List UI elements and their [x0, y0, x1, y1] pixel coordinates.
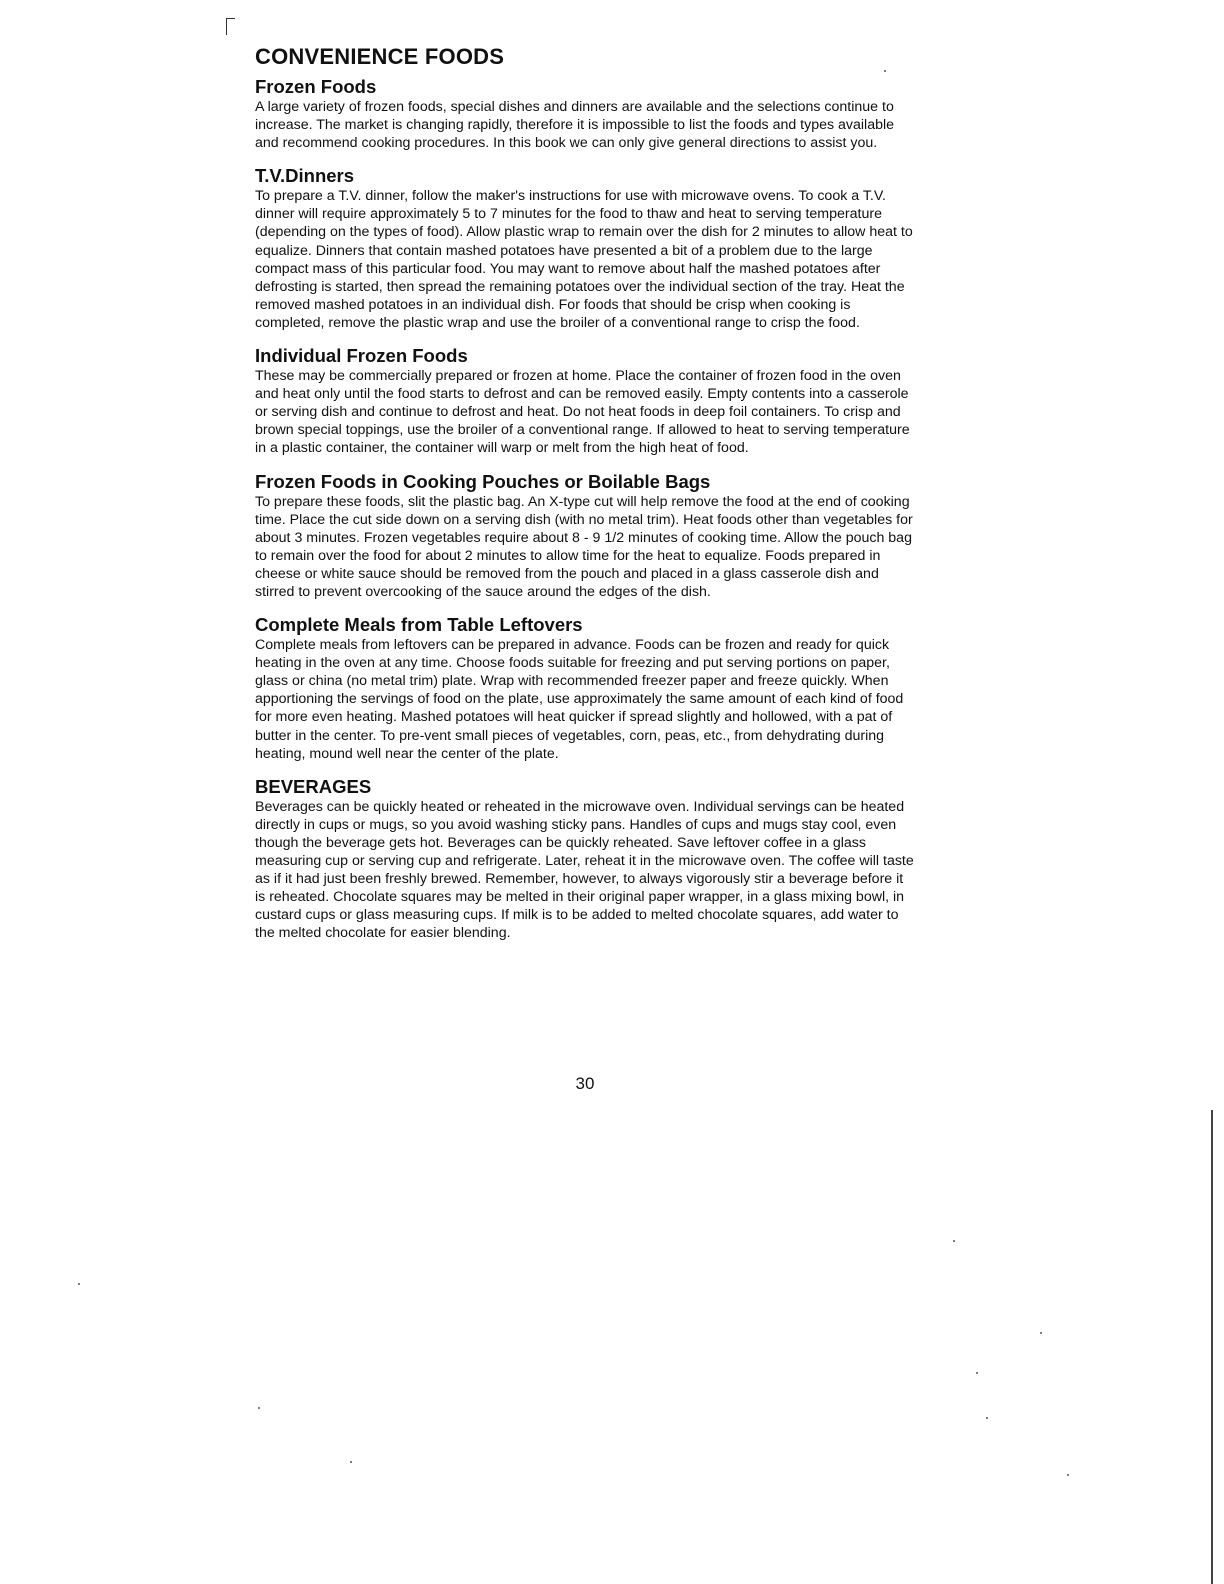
section-frozen-foods	[255, 76, 915, 152]
scan-speck	[953, 1240, 955, 1242]
scan-speck	[1067, 1474, 1069, 1476]
section-individual-frozen-foods	[255, 345, 915, 457]
scan-speck	[258, 1407, 260, 1409]
section-heading: Frozen Foods	[255, 76, 377, 97]
page-number: 30	[575, 1074, 595, 1093]
scan-speck	[976, 1372, 978, 1374]
scan-speck	[350, 1461, 352, 1463]
section-heading: Frozen Foods in Cooking Pouches or Boilable Bags	[255, 470, 711, 492]
scan-speck	[986, 1417, 988, 1419]
section-heading: Individual Frozen Foods	[255, 345, 468, 367]
section-cooking-pouches	[255, 471, 915, 602]
section-body: Beverages can be quickly heated or reheated in the microwave oven. Individual servings can be heated directly in cups or mugs, so you avoid washing sticky pans. Handles of cups and mugs stay cool, even though the beverage gets hot. Beverages can be quickly reheated. Save leftover coffee in a glass measuring cup or serving cup and refrigerate. Later, reheat it in the microwave oven. The coffee will taste as if it had just been freshly brewed. Remember, however, to always vigorously stir a beverage before it is reheated. Chocolate squares may be melted in their original paper wrapper, in a glass mixing bowl, in custard cups or glass measuring cups. If milk is to be added to melted chocolate squares, add water to the melted chocolate for easier blending.	[255, 798, 914, 942]
scan-speck	[78, 1283, 80, 1285]
section-tv-dinners	[255, 165, 915, 332]
page-title: CONVENIENCE FOODS	[255, 44, 505, 69]
scan-edge-line	[1211, 1110, 1213, 1584]
section-table-leftovers	[255, 614, 915, 763]
page-content	[255, 44, 915, 955]
section-heading: BEVERAGES	[255, 775, 372, 797]
section-body: Complete meals from leftovers can be prepared in advance. Foods can be frozen and ready for quick heating in the oven at any time. Choose foods suitable for freezing and put serving portions on paper, glass or china (no metal trim) plate. Wrap with recommended freezer paper and freeze quickly. When apportioning the servings of food on the plate, use approximately the same amount of each kind of food for more even heating. Mashed potatoes will heat quicker if spread slightly and hollowed, with a pat of butter in the center. To pre-vent small pieces of vegetables, corn, peas, etc., from dehydrating during heating, mound well near the center of the plate.	[255, 637, 904, 762]
section-body: To prepare a T.V. dinner, follow the maker's instructions for use with microwave ovens. To cook a T.V. dinner will require approximately 5 to 7 minutes for the food to thaw and heat to serving temperature (depending on the types of food). Allow plastic wrap to remain over the dish for 2 minutes to allow heat to equalize. Dinners that contain mashed potatoes have presented a bit of a problem due to the large compact mass of this particular food. You may want to remove about half the mashed potatoes after defrosting is started, then spread the remaining potatoes over the individual section of the tray. Heat the removed mashed potatoes in an individual dish. For foods that should be crisp when cooking is completed, remove the plastic wrap and use the broiler of a conventional range to crisp the food.	[255, 188, 913, 331]
crop-mark	[226, 18, 235, 35]
section-body: These may be commercially prepared or frozen at home. Place the container of frozen food in the oven and heat only until the food starts to defrost and can be removed easily. Empty contents into a casserole or serving dish and continue to defrost and heat. Do not heat foods in deep foil containers. To crisp and brown special toppings, use the broiler of a conventional range. If allowed to heat to serving temperature in a plastic container, the container will warp or melt from the high heat of food.	[255, 368, 910, 457]
scan-speck	[1040, 1332, 1042, 1334]
section-body: A large variety of frozen foods, special dishes and dinners are available and the selections continue to increase. The market is changing rapidly, therefore it is impossible to list the foods and types available and recommend cooking procedures. In this book we can only give general directions to assist you.	[255, 99, 895, 152]
section-heading: T.V.Dinners	[255, 165, 355, 187]
section-beverages	[255, 776, 915, 943]
section-heading: Complete Meals from Table Leftovers	[255, 614, 583, 636]
section-body: To prepare these foods, slit the plastic bag. An X-type cut will help remove the food at the end of cooking time. Place the cut side down on a serving dish (with no metal trim). Heat foods other than vegetables for about 3 minutes. Frozen vegetables require about 8 - 9 1/2 minutes of cooking time. Allow the pouch bag to remain over the food for about 2 minutes to allow time for the heat to equalize. Foods prepared in cheese or white sauce should be removed from the pouch and placed in a glass casserole dish and stirred to prevent overcooking of the sauce around the edges of the dish.	[255, 493, 913, 600]
